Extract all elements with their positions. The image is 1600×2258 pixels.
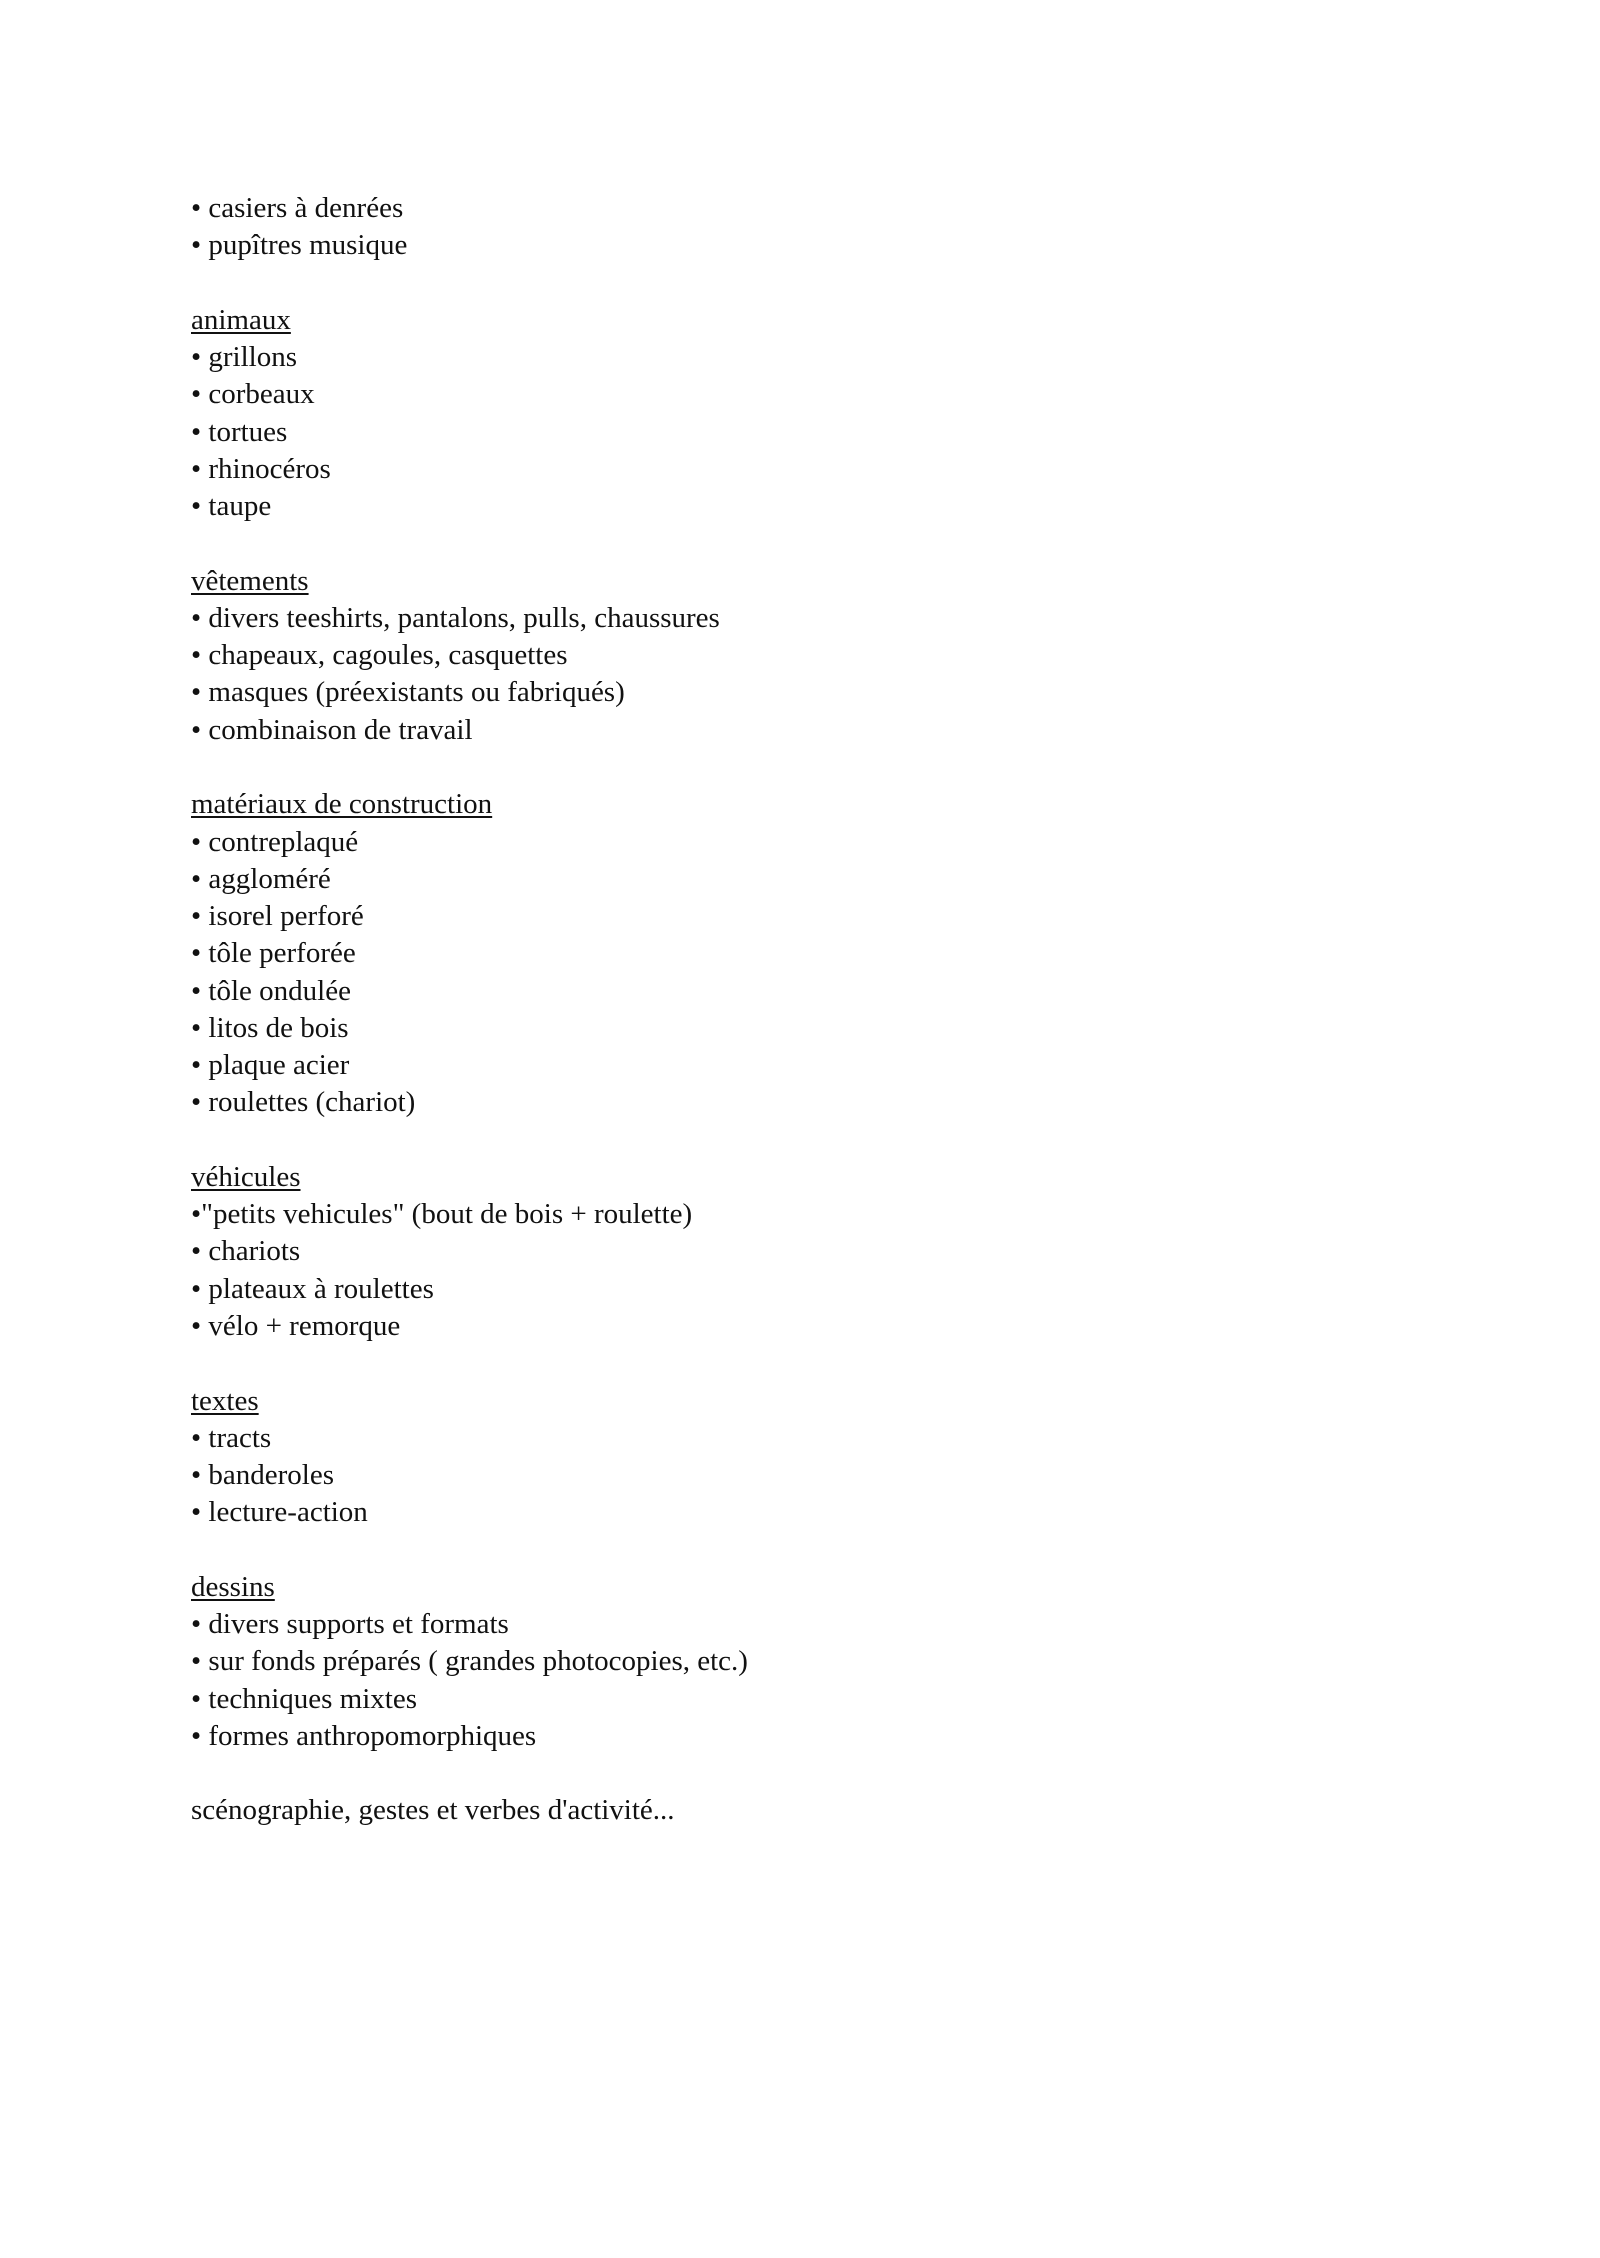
section-dessins xyxy=(191,1569,1391,1755)
list-item: • masques (préexistants ou fabriqués) xyxy=(191,676,625,709)
spacer xyxy=(191,1755,1391,1792)
list-item: • combinaison de travail xyxy=(191,713,473,746)
section-animaux xyxy=(191,302,1391,526)
list-item: • roulettes (chariot) xyxy=(191,1086,416,1119)
intro-list xyxy=(191,190,1391,265)
list-item: • sur fonds préparés ( grandes photocopies, etc.) xyxy=(191,1645,748,1678)
section-textes xyxy=(191,1383,1391,1532)
closing-text: scénographie, gestes et verbes d'activité... xyxy=(191,1794,675,1827)
list-item: • lecture-action xyxy=(191,1496,368,1529)
list-item: • formes anthropomorphiques xyxy=(191,1719,537,1752)
list-item: • banderoles xyxy=(191,1459,335,1492)
list-item: • litos de bois xyxy=(191,1011,349,1044)
list-item: • chariots xyxy=(191,1235,301,1268)
list-item: • divers supports et formats xyxy=(191,1608,509,1641)
list-item: • taupe xyxy=(191,490,272,523)
spacer xyxy=(191,1345,1391,1382)
section-heading: animaux xyxy=(191,303,291,336)
spacer xyxy=(191,1532,1391,1569)
list-item: • tracts xyxy=(191,1421,272,1454)
document-page xyxy=(191,190,1391,1830)
section-heading: dessins xyxy=(191,1570,275,1603)
section-vehicules xyxy=(191,1159,1391,1345)
list-item: • isorel perforé xyxy=(191,900,364,933)
spacer xyxy=(191,265,1391,302)
spacer xyxy=(191,525,1391,562)
list-item: • vélo + remorque xyxy=(191,1309,401,1342)
section-materiaux xyxy=(191,786,1391,1121)
list-item: • tortues xyxy=(191,415,288,448)
list-item: • techniques mixtes xyxy=(191,1682,417,1715)
section-heading: textes xyxy=(191,1384,259,1417)
list-item: • chapeaux, cagoules, casquettes xyxy=(191,639,568,672)
list-item: • pupîtres musique xyxy=(191,229,408,262)
list-item: • rhinocéros xyxy=(191,452,331,485)
section-heading: matériaux de construction xyxy=(191,788,493,821)
list-item: • plaque acier xyxy=(191,1049,350,1082)
list-item: • casiers à denrées xyxy=(191,192,404,224)
list-item: • grillons xyxy=(191,341,298,374)
list-item: • divers teeshirts, pantalons, pulls, chaussures xyxy=(191,601,720,634)
list-item: • tôle perforée xyxy=(191,937,356,970)
spacer xyxy=(191,1122,1391,1159)
list-item: • corbeaux xyxy=(191,378,315,411)
section-heading: vêtements xyxy=(191,564,309,597)
list-item: • aggloméré xyxy=(191,862,331,895)
list-item: • tôle ondulée xyxy=(191,974,351,1007)
section-heading: véhicules xyxy=(191,1160,301,1193)
spacer xyxy=(191,749,1391,786)
list-item: •"petits vehicules" (bout de bois + roulette) xyxy=(191,1198,693,1231)
list-item: • contreplaqué xyxy=(191,825,359,858)
section-vetements xyxy=(191,563,1391,749)
list-item: • plateaux à roulettes xyxy=(191,1272,434,1305)
